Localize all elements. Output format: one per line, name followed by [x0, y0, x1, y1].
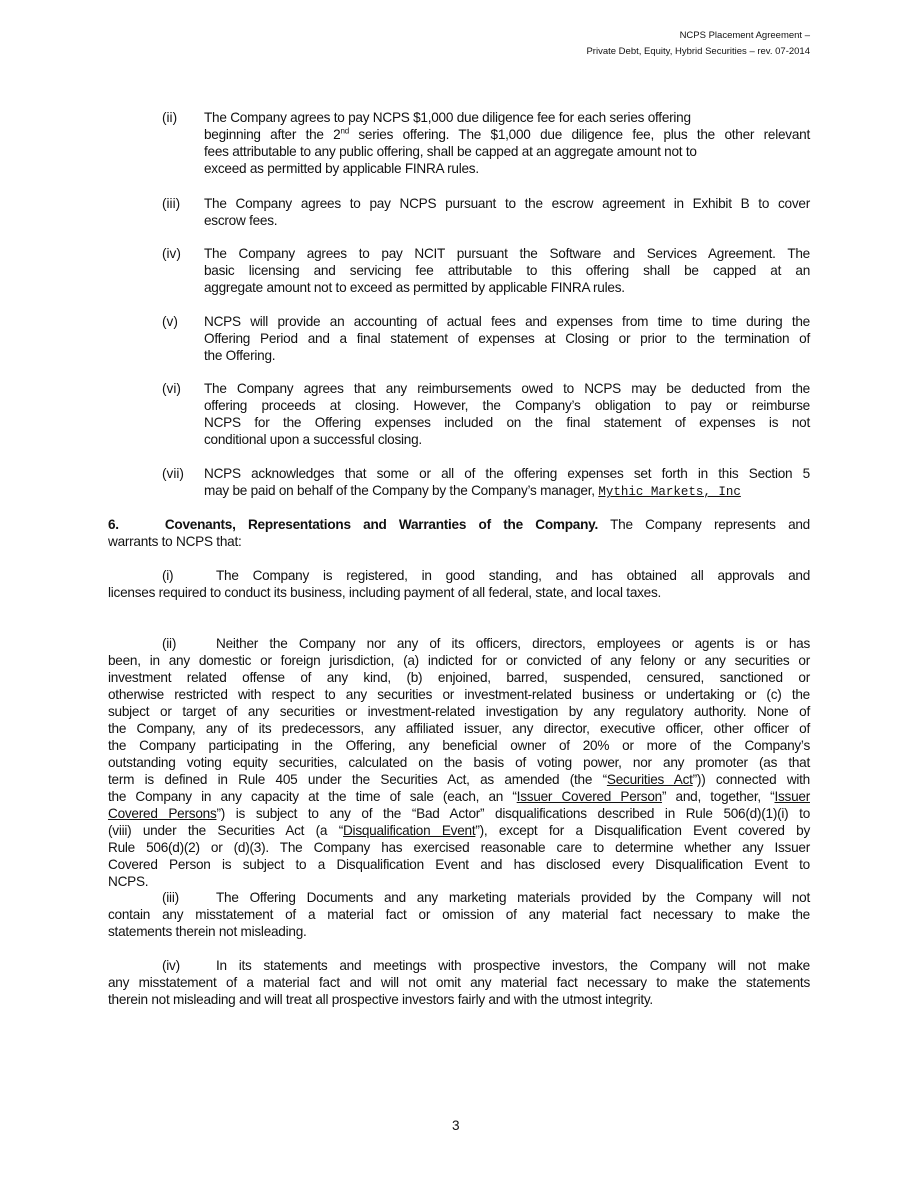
text-line: been, in any domestic or foreign jurisdiction, (a) indicted for or convicted of any felony or any securities or [108, 653, 810, 668]
defined-term: Covered Persons [108, 806, 217, 821]
text-segment: The Company represents and [597, 517, 810, 532]
defined-term: Disqualification Event [342, 823, 476, 838]
text-line: subject or target of any securities or investment-related investigation by any regulatory authority. None of [108, 704, 810, 719]
item-label: (vii) [162, 466, 184, 481]
item-5-vii [204, 465, 810, 499]
text-line [108, 635, 810, 652]
text-line: any misstatement of a material fact and will not omit any material fact necessary to make the statements [108, 975, 810, 990]
text-line: aggregate amount not to exceed as permitted by applicable FINRA rules. [204, 280, 625, 295]
item-5-v [204, 313, 810, 364]
text-line: contain any misstatement of a material fact or omission of any material fact necessary to make the [108, 907, 810, 922]
item-label: (ii) [162, 636, 177, 651]
text-line: NCPS will provide an accounting of actual fees and expenses from time to time during the [204, 314, 810, 329]
text-line: therein not misleading and will treat all prospective investors fairly and with the utmost integrity. [108, 992, 653, 1007]
item-5-ii [204, 109, 810, 177]
text-line: The Company agrees to pay NCIT pursuant the Software and Services Agreement. The [204, 246, 810, 261]
text-line: Rule 506(d)(2) or (d)(3). The Company has exercised reasonable care to determine whether any Issuer [108, 840, 810, 855]
text-line: conditional upon a successful closing. [204, 432, 422, 447]
item-5-vi [204, 380, 810, 448]
text-line: the Offering. [204, 348, 276, 363]
text-segment: the Company in any capacity at the time of sale (each, an “ [108, 789, 517, 804]
text-segment: term is defined in Rule 405 under the Securities Act, as amended (the “ [108, 772, 607, 787]
text-segment: The Company is registered, in good standing, and has obtained all approvals and [216, 568, 810, 583]
item-label: (iv) [162, 246, 181, 261]
text-line: The Company agrees to pay NCPS $1,000 due diligence fee for each series offering [204, 110, 691, 125]
text-line: statements therein not misleading. [108, 924, 307, 939]
section-6-i [108, 567, 810, 601]
text-segment: ”) is subject to any of the “Bad Actor” disqualifications described in Rule 506(d)(1)(i) to [216, 806, 810, 821]
text-segment: ”)) connected with [692, 772, 810, 787]
item-label: (ii) [162, 110, 178, 125]
item-label: (v) [162, 314, 178, 329]
section-number: 6. [108, 517, 119, 532]
running-header [586, 30, 810, 57]
header-line-1: NCPS Placement Agreement – [679, 30, 810, 41]
text-line: fees attributable to any public offering, shall be capped at an aggregate amount not to [204, 144, 697, 159]
text-line: Covered Person is subject to a Disqualification Event and has disclosed every Disqualification Event to [108, 857, 810, 872]
item-label: (i) [162, 568, 174, 583]
text-line: outstanding voting equity securities, calculated on the basis of voting power, nor any promoter (as that [108, 755, 810, 770]
section-6-heading [108, 516, 810, 550]
text-segment: series offering. The $1,000 due diligence fee, plus the other relevant [348, 127, 810, 142]
text-segment: (viii) under the Securities Act (a “ [108, 823, 343, 838]
text-line [108, 957, 810, 974]
text-segment: In its statements and meetings with prospective investors, the Company will not make [216, 958, 810, 973]
item-5-iv [204, 245, 810, 296]
text-line: NCPS for the Offering expenses included on the final statement of expenses is not [204, 415, 810, 430]
text-line [108, 788, 810, 805]
defined-term: Securities Act [606, 772, 693, 787]
header-line-2: Private Debt, Equity, Hybrid Securities – rev. 07-2014 [586, 46, 810, 57]
text-line [108, 771, 810, 788]
text-line [108, 889, 810, 906]
text-line: basic licensing and servicing fee attributable to this offering shall be capped at an [204, 263, 810, 278]
section-6-ii [108, 635, 810, 890]
text-line: escrow fees. [204, 213, 278, 228]
text-line: licenses required to conduct its business, including payment of all federal, state, and local taxes. [108, 585, 662, 600]
text-segment: may be paid on behalf of the Company by the Company’s manager, [204, 483, 599, 498]
text-line [108, 822, 810, 839]
text-segment: beginning after the 2 [204, 127, 341, 142]
section-6-iv [108, 957, 810, 1008]
text-line [108, 516, 810, 533]
text-line: offering proceeds at closing. However, the Company’s obligation to pay or reimburse [204, 398, 810, 413]
item-label: (iii) [162, 196, 181, 211]
section-6-iii [108, 889, 810, 940]
manager-name-field[interactable]: Mythic Markets, Inc [598, 485, 741, 499]
text-segment: The Offering Documents and any marketing materials provided by the Company will not [216, 890, 810, 905]
superscript: nd [340, 126, 349, 136]
item-label: (iii) [162, 890, 179, 905]
text-line: the Company participating in the Offering, any beneficial owner of 20% or more of the Company’s [108, 738, 810, 753]
text-line: exceed as permitted by applicable FINRA rules. [204, 161, 479, 176]
text-line: The Company agrees to pay NCPS pursuant to the escrow agreement in Exhibit B to cover [204, 196, 810, 211]
text-segment: Neither the Company nor any of its officers, directors, employees or agents is or has [216, 636, 810, 651]
item-label: (iv) [162, 958, 180, 973]
text-line [204, 482, 810, 499]
text-segment: ” and, together, “ [661, 789, 775, 804]
text-line: otherwise restricted with respect to any securities or investment-related business or undertaking or (c) the [108, 687, 810, 702]
text-line [108, 567, 810, 584]
item-label: (vi) [162, 381, 181, 396]
text-segment: ”), except for a Disqualification Event covered by [475, 823, 810, 838]
text-line: investment related offense of any kind, (b) enjoined, barred, suspended, censured, sanctioned or [108, 670, 810, 685]
defined-term: Issuer Covered Person [516, 789, 662, 804]
text-line: NCPS acknowledges that some or all of the offering expenses set forth in this Section 5 [204, 466, 810, 481]
section-title: Covenants, Representations and Warranties of the Company. [164, 517, 598, 532]
text-line: warrants to NCPS that: [108, 534, 242, 549]
text-line: the Company, any of its predecessors, any affiliated issuer, any director, executive officer, other officer of [108, 721, 810, 736]
item-5-iii [204, 195, 810, 229]
text-line: NCPS. [108, 874, 149, 889]
text-line: Offering Period and a final statement of expenses at Closing or prior to the termination of [204, 331, 810, 346]
text-line: The Company agrees that any reimbursements owed to NCPS may be deducted from the [204, 381, 810, 396]
text-line [108, 805, 810, 822]
text-line [204, 126, 810, 143]
page-number: 3 [452, 1118, 460, 1133]
defined-term: Issuer [774, 789, 810, 804]
